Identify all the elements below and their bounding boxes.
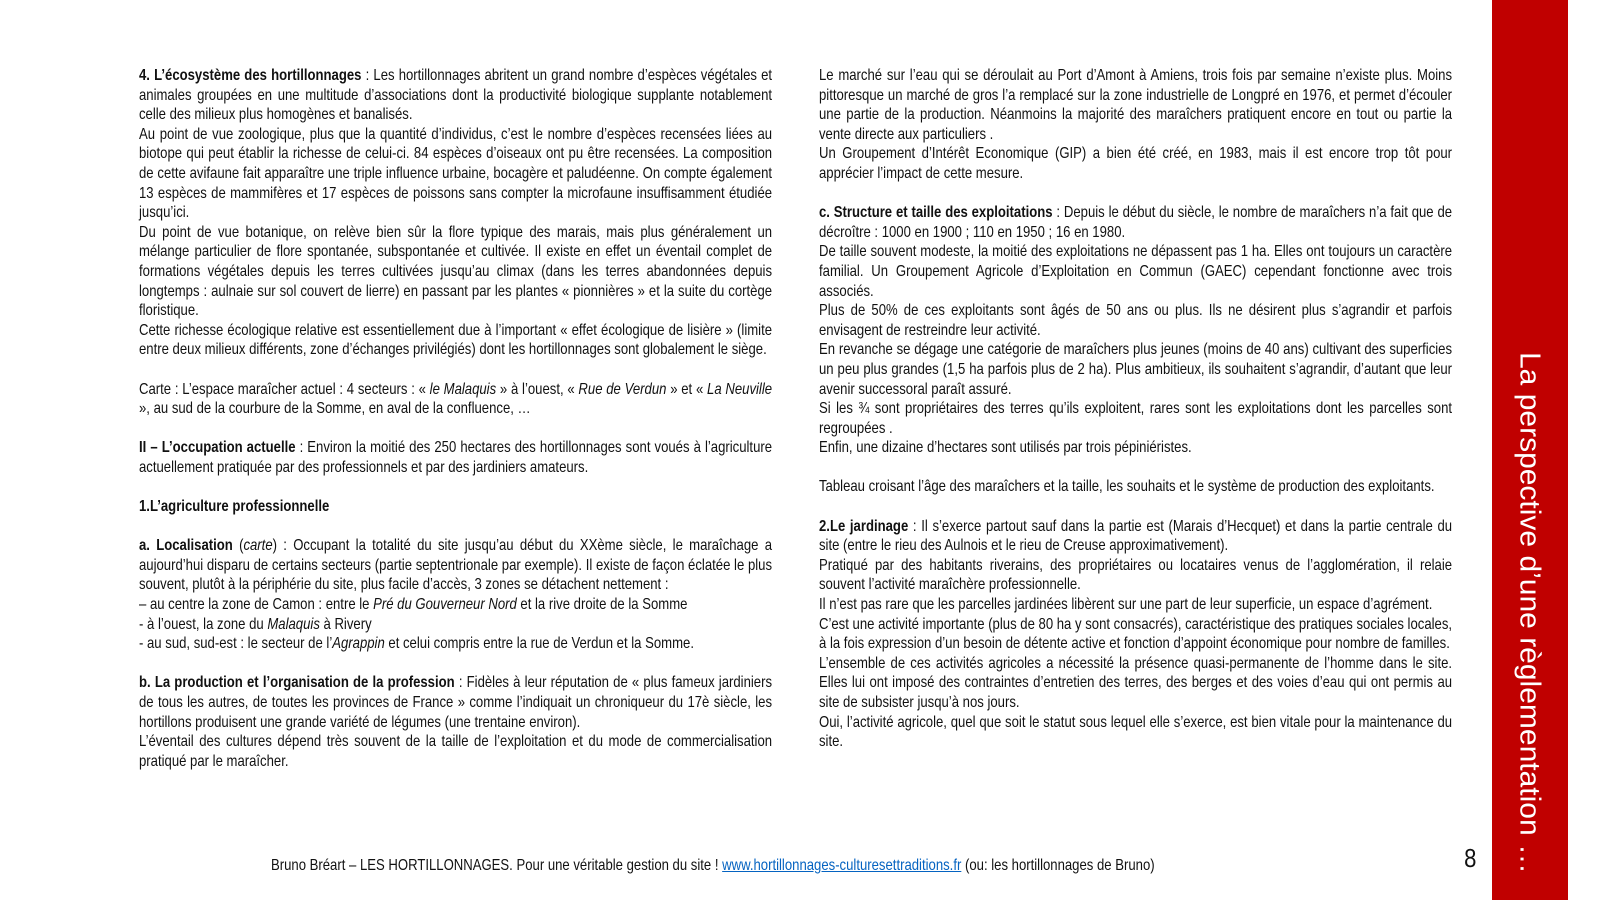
- text-run: : Les hortillonnages abritent un grand nombre d’espèces végétales et animales groupées en une multitude d’associations dont la productivité biologique supplante notablement celle des milieux plus homogènes et banalisés.: [139, 67, 773, 124]
- paragraph: [139, 380, 772, 419]
- paragraph: [139, 125, 772, 223]
- text-run: En revanche se dégage une catégorie de maraîchers plus jeunes (moins de 40 ans) cultivant des superficies un peu plus grandes (1,5 ha parfois plus de 2 ha). Plus ambitieux, ils souhaitent s’agrandir, d’autant que leur avenir successoral paraît assuré.: [819, 341, 1453, 398]
- italic-text: Malaquis: [267, 615, 320, 633]
- paragraph: [819, 399, 1452, 438]
- left-column: [139, 66, 772, 771]
- italic-text: Agrappin: [332, 635, 385, 653]
- text-run: Si les ¾ sont propriétaires des terres qu’ils exploitent, rares sont les exploitations dont les parcelles sont regroupées .: [819, 400, 1453, 437]
- text-run: C’est une activité importante (plus de 80 ha y sont consacrés), caractéristique des pratiques sociales locales, à la fois expression d’un besoin de détente active et fonction d’appoint économique pour nombre de familles.: [819, 615, 1453, 653]
- page-number: 8: [1464, 843, 1477, 873]
- paragraph: [819, 340, 1452, 399]
- text-run: Il n’est pas rare que les parcelles jardinées libèrent sur une part de leur superficie, un espace d’agrément.: [819, 596, 1433, 614]
- text-run: De taille souvent modeste, la moitié des exploitations ne dépassent pas 1 ha. Elles ont toujours un caractère familial. Un Groupement Agricole d’Exploitation en Commun (GAEC) cependant fonctionne avec trois associés.: [819, 243, 1453, 300]
- blank-line: [819, 184, 1452, 204]
- paragraph: [819, 203, 1452, 242]
- blank-line: [819, 497, 1452, 517]
- italic-text: Pré du Gouverneur Nord: [373, 596, 517, 614]
- text-run: » à l’ouest, «: [496, 380, 579, 398]
- section-title-vertical: La perspective d’une règlementation …: [1513, 352, 1546, 874]
- text-run: » et «: [666, 380, 708, 398]
- paragraph: [819, 615, 1452, 654]
- text-run: Un Groupement d’Intérêt Economique (GIP) a bien été créé, en 1983, mais il est encore trop tôt pour apprécier l’impact de cette mesure.: [819, 145, 1453, 182]
- blank-line: [139, 360, 772, 380]
- paragraph: [819, 517, 1452, 556]
- italic-text: le Malaquis: [429, 380, 497, 398]
- text-run: et la rive droite de la Somme: [516, 596, 688, 614]
- blank-line: [139, 654, 772, 674]
- bold-heading: c. Structure et taille des exploitations: [819, 204, 1053, 222]
- bold-heading: 1.L’agriculture professionnelle: [139, 498, 330, 516]
- paragraph: [819, 477, 1452, 497]
- blank-line: [139, 419, 772, 439]
- paragraph: [139, 438, 772, 477]
- text-run: Enfin, une dizaine d’hectares sont utilisés par trois pépiniéristes.: [819, 439, 1192, 457]
- paragraph: [139, 673, 772, 732]
- paragraph: [819, 556, 1452, 595]
- paragraph: [139, 615, 772, 635]
- paragraph: [819, 242, 1452, 301]
- text-run: Au point de vue zoologique, plus que la quantité d’individus, c’est le nombre d’espèces recensées liées au biotope qui peut établir la richesse de celui-ci. 84 espèces d’oiseaux ont pu être recensées. La composition de cette avifaune fait apparaître une triple influence urbaine, bocagère et paludéenne. On compte également 13 espèces de mammifères et 17 espèces de poissons sans compter la microfaune insuffisamment étudiée jusqu’ici.: [139, 125, 773, 222]
- text-run: », au sud de la courbure de la Somme, en aval de la confluence, …: [139, 400, 531, 418]
- text-run: : Environ la moitié des 250 hectares des hortillonnages sont voués à l’agriculture actuellement pratiquée par des professionnels et par des jardiniers amateurs.: [139, 439, 773, 476]
- text-run: Pratiqué par des habitants riverains, des propriétaires ou locataires venus de l’agglomération, il relaie souvent l’activité maraîchère professionnelle.: [819, 556, 1453, 594]
- text-run: - au sud, sud-est : le secteur de l’: [139, 635, 333, 653]
- paragraph: [139, 223, 772, 321]
- paragraph: [139, 732, 772, 771]
- text-run: à Rivery: [319, 615, 372, 633]
- paragraph: [139, 321, 772, 360]
- paragraph: [139, 634, 772, 654]
- paragraph: [819, 713, 1452, 752]
- right-column: [819, 66, 1452, 752]
- paragraph: [819, 66, 1452, 144]
- text-run: Tableau croisant l’âge des maraîchers et la taille, les souhaits et le système de production des exploitants.: [819, 478, 1435, 496]
- paragraph: [819, 438, 1452, 458]
- paragraph: [139, 497, 772, 517]
- text-run: : Fidèles à leur réputation de « plus fameux jardiniers de tous les autres, de toutes les provinces de France » comme l’indiquait un chroniqueur du 17è siècle, les hortillons produisent une grande variété de légumes (une trentaine environ).: [139, 674, 773, 731]
- footer-suffix: (ou: les hortillonnages de Bruno): [961, 857, 1155, 874]
- text-run: - à l’ouest, la zone du: [139, 615, 268, 633]
- italic-text: La Neuville: [707, 380, 773, 398]
- text-run: Du point de vue botanique, on relève bien sûr la flore typique des marais, mais plus généralement un mélange particulier de flore spontanée, subspontanée et cultivée. Il existe en effet un éventail complet de formations végétales depuis les terres cultivées jusqu’au climax (dans les terres abandonnées depuis longtemps : aulnaie sur sol couvert de lierre) en passant par les plantes « pionnières » et la suite du cortège floristique.: [139, 223, 773, 320]
- text-run: Oui, l’activité agricole, quel que soit le statut sous lequel elle s’exerce, est bien vitale pour la maintenance du site.: [819, 713, 1453, 751]
- paragraph: [819, 595, 1452, 615]
- bold-heading: b. La production et l’organisation de la profession: [139, 674, 455, 692]
- paragraph: [139, 66, 772, 125]
- text-run: : Il s’exerce partout sauf dans la partie est (Marais d’Hecquet) et dans la partie centrale du site (entre le rieu des Aulnois et le rieu de Creuse approximativement).: [819, 517, 1453, 555]
- text-run: ) : Occupant la totalité du site jusqu’au début du XXème siècle, le maraîchage a aujourd’hui disparu de certains secteurs (partie septentrionale par exemple). Il existe de façon éclatée le plus souvent, plutôt à la périphérie du site, plus facile d’accès, 3 zones se détachent nettement :: [139, 537, 773, 594]
- blank-line: [139, 477, 772, 497]
- paragraph: [139, 595, 772, 615]
- text-run: Le marché sur l’eau qui se déroulait au Port d’Amont à Amiens, trois fois par semaine n’existe plus. Moins pittoresque un marché de gros l’a remplacé sur la zone industrielle de Longpré en 1976, et permet d’écouler une partie de la production. Néanmoins la majorité des maraîchers pratiquent encore en tout ou partie la vente directe aux particuliers .: [819, 67, 1453, 143]
- bold-heading: a. Localisation: [139, 537, 233, 555]
- blank-line: [139, 517, 772, 537]
- paragraph: [819, 301, 1452, 340]
- paragraph: [819, 144, 1452, 183]
- paragraph: [139, 536, 772, 595]
- text-run: Plus de 50% de ces exploitants sont âgés de 50 ans ou plus. Ils ne désirent plus s’agrandir et parfois envisagent de restreindre leur activité.: [819, 302, 1453, 339]
- bold-heading: II – L’occupation actuelle: [139, 439, 296, 457]
- italic-text: carte: [243, 537, 273, 555]
- footer: [0, 857, 1426, 875]
- text-run: L’ensemble de ces activités agricoles a nécessité la présence quasi-permanente de l’homme dans le site. Elles lui ont imposé des contraintes d’entretien des terres, des berges et des voies d’eau qui ont permis au site de subsister jusqu’à nos jours.: [819, 654, 1453, 711]
- paragraph: [819, 654, 1452, 713]
- text-run: Carte : L’espace maraîcher actuel : 4 secteurs : «: [139, 380, 430, 398]
- text-run: Cette richesse écologique relative est essentiellement due à l’important « effet écologique de lisière » (limite entre deux milieux différents, zone d’échanges privilégiés) dont les hortillonnages sont globalement le siège.: [139, 321, 773, 359]
- italic-text: Rue de Verdun: [578, 380, 667, 398]
- bold-heading: 2.Le jardinage: [819, 517, 909, 535]
- text-run: – au centre la zone de Camon : entre le: [139, 596, 374, 614]
- text-run: et celui compris entre la rue de Verdun et la Somme.: [384, 635, 694, 653]
- blank-line: [819, 458, 1452, 478]
- footer-text: Bruno Bréart – LES HORTILLONNAGES. Pour une véritable gestion du site !: [271, 857, 723, 874]
- text-run: L’éventail des cultures dépend très souvent de la taille de l’exploitation et du mode de commercialisation pratiqué par le maraîcher.: [139, 733, 773, 770]
- text-run: (: [232, 537, 244, 555]
- website-link[interactable]: www.hortillonnages-culturesettraditions.fr: [722, 857, 962, 874]
- text-run: : Depuis le début du siècle, le nombre de maraîchers n’a fait que de décroître : 1000 en 1900 ; 110 en 1950 ; 16 en 1980.: [819, 204, 1453, 241]
- bold-heading: 4. L’écosystème des hortillonnages: [139, 67, 362, 84]
